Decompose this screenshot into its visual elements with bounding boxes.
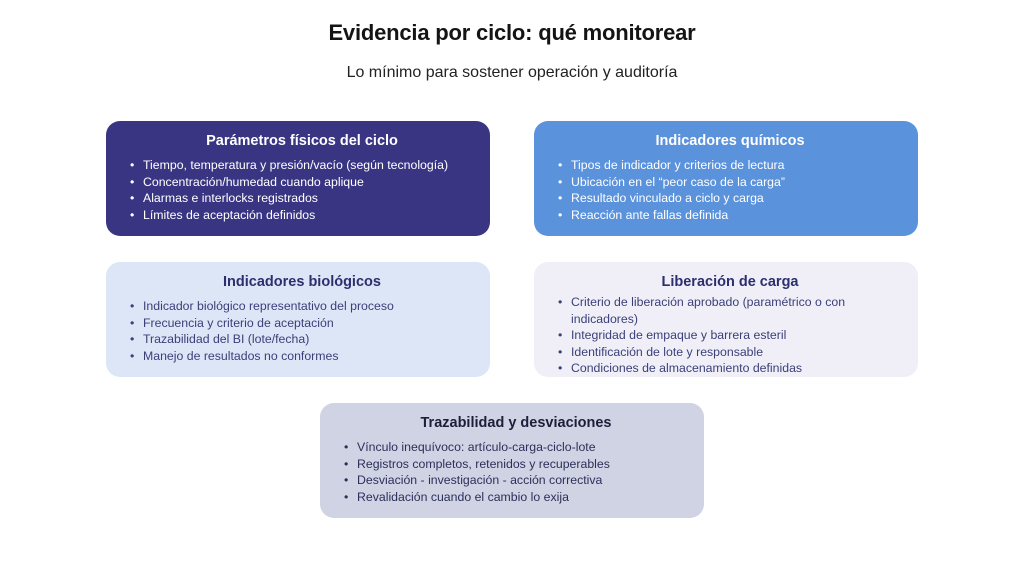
list-item: • Frecuencia y criterio de aceptación — [130, 315, 474, 332]
list-item: • Resultado vinculado a ciclo y carga — [558, 190, 902, 207]
list-item: • Vínculo inequívoco: artículo-carga-ciclo-lote — [344, 439, 688, 456]
card-list — [130, 157, 474, 223]
card-title: Trazabilidad y desviaciones — [420, 415, 612, 431]
card-list — [130, 298, 474, 364]
list-item: • Tiempo, temperatura y presión/vacío (según tecnología) — [130, 157, 474, 174]
list-item: • Desviación - investigación - acción correctiva — [344, 472, 688, 489]
list-item: • Revalidación cuando el cambio lo exija — [344, 489, 688, 506]
list-item: • Reacción ante fallas definida — [558, 207, 902, 224]
list-item: • Ubicación en el “peor caso de la carga” — [558, 174, 902, 191]
slide-subtitle: Lo mínimo para sostener operación y auditoría — [346, 64, 678, 81]
card-title: Parámetros físicos del ciclo — [206, 133, 398, 149]
card-load-release — [534, 262, 918, 377]
card-biological-indicators — [106, 262, 490, 377]
list-item: • Manejo de resultados no conformes — [130, 348, 474, 365]
card-title: Indicadores químicos — [655, 133, 805, 149]
list-item: • Criterio de liberación aprobado (paramétrico o con indicadores) — [558, 294, 902, 327]
card-traceability-deviations — [320, 403, 704, 518]
list-item: • Límites de aceptación definidos — [130, 207, 474, 224]
card-title: Indicadores biológicos — [223, 274, 381, 290]
list-item: • Tipos de indicador y criterios de lectura — [558, 157, 902, 174]
list-item: • Trazabilidad del BI (lote/fecha) — [130, 331, 474, 348]
card-physical-parameters — [106, 121, 490, 236]
list-item: • Alarmas e interlocks registrados — [130, 190, 474, 207]
card-list — [558, 157, 902, 223]
list-item: • Registros completos, retenidos y recuperables — [344, 456, 688, 473]
card-chemical-indicators — [534, 121, 918, 236]
list-item: • Concentración/humedad cuando aplique — [130, 174, 474, 191]
slide-title: Evidencia por ciclo: qué monitorear — [328, 20, 696, 45]
list-item: • Integridad de empaque y barrera esteril — [558, 327, 902, 344]
card-list — [558, 294, 902, 377]
list-item: • Identificación de lote y responsable — [558, 344, 902, 361]
list-item: • Indicador biológico representativo del proceso — [130, 298, 474, 315]
card-title: Liberación de carga — [661, 274, 799, 290]
card-list — [344, 439, 688, 505]
list-item: • Condiciones de almacenamiento definidas — [558, 360, 902, 377]
